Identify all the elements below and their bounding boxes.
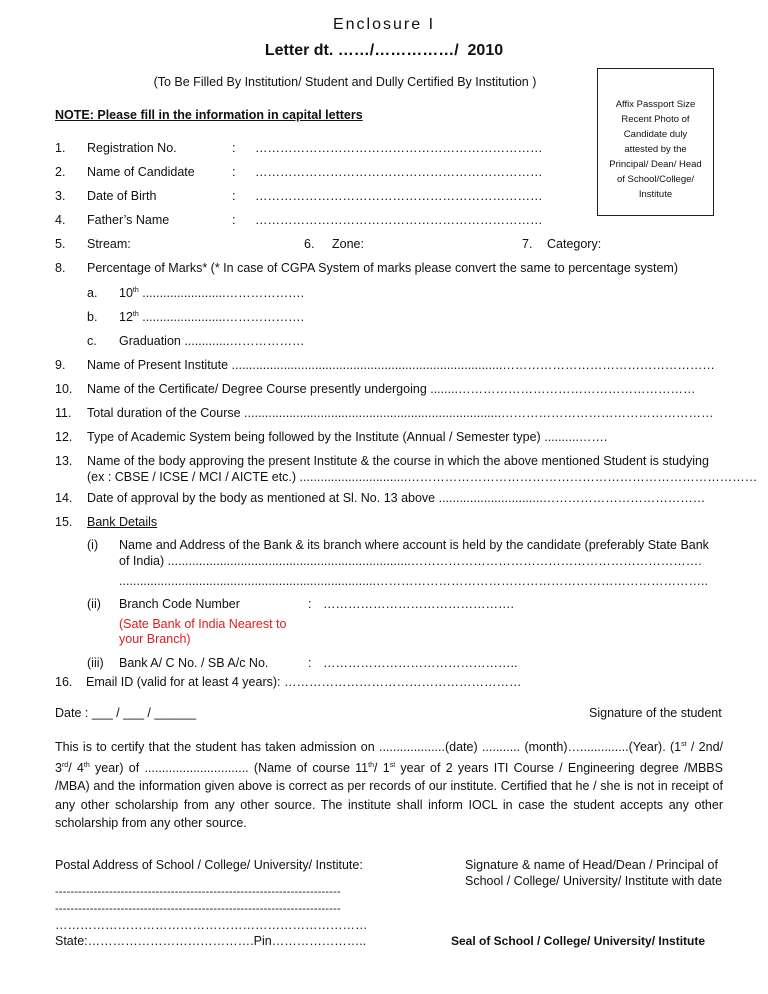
- field-3-number: 3.: [55, 189, 66, 203]
- academic-system-field[interactable]: ..........…….: [540, 430, 608, 444]
- field-15ii-number: (ii): [87, 597, 101, 611]
- bank-address-label: Name and Address of the Bank & its branch where account is held by the candidate (preferably State Bank: [119, 538, 709, 552]
- percentage-marks-label: Percentage of Marks* (* In case of CGPA System of marks please convert the same to percentage system): [87, 261, 678, 275]
- category-label: Category:: [547, 237, 602, 251]
- field-1-colon: :: [232, 141, 236, 155]
- academic-system-label: Type of Academic System being followed by the Institute (Annual / Semester type): [87, 430, 541, 444]
- enclosure-title: Enclosure I: [332, 16, 436, 33]
- photo-line: Principal/ Dean/ Head: [609, 159, 702, 170]
- email-field[interactable]: …………………………………………………: [280, 675, 522, 689]
- candidate-name-field[interactable]: ……………………………………………………………: [255, 165, 543, 179]
- date-of-birth-field[interactable]: ……………………………………………………………: [255, 189, 543, 203]
- approving-body-label: Name of the body approving the present Institute & the course in which the above mentioned Student is studying: [87, 454, 709, 468]
- academic-system-row: [87, 430, 607, 444]
- account-no-field[interactable]: ………………………………………..: [323, 656, 518, 670]
- field-13-number: 13.: [55, 454, 73, 468]
- zone-label: Zone:: [332, 237, 364, 251]
- present-institute-label: Name of Present Institute: [87, 358, 229, 372]
- tenth-sup: th: [132, 286, 139, 294]
- course-duration-field[interactable]: ..........................................................................……………………………………………: [240, 406, 714, 420]
- state-pin-line[interactable]: State:………………………………….Pin…………………..: [55, 934, 367, 948]
- field-6-number: 6.: [304, 237, 315, 251]
- passport-photo-box: [597, 68, 714, 216]
- field-8c-number: c.: [87, 334, 97, 348]
- approving-body-field[interactable]: ...............................…………………………………………………………………………: [296, 470, 758, 484]
- field-5-number: 5.: [55, 237, 66, 251]
- stream-label: Stream:: [87, 237, 131, 251]
- postal-address-line1[interactable]: --------------------------------------------------------------------------: [55, 886, 341, 898]
- cert-sup: st: [389, 761, 396, 769]
- cert-sup: rd: [61, 761, 69, 769]
- cert-text: year of 2 years ITI Course / Engineering degree /MBBS /MBA) and the information given above is correct as per records of our institute. Certified that he / she is not in receipt of any other scholarship from any other source. The institute shall inform IOCL in case the student accepts any other scholarship from any other source.: [55, 760, 723, 831]
- branch-code-field[interactable]: ……………………………………….: [323, 597, 514, 611]
- present-institute-row: [87, 358, 715, 372]
- field-11-number: 11.: [55, 406, 72, 420]
- twelfth-marks-row: [119, 310, 304, 324]
- approval-date-row: [87, 491, 705, 505]
- email-label: Email ID (valid for at least 4 years):: [86, 675, 281, 689]
- account-no-colon: :: [308, 656, 312, 670]
- cert-text: / 2nd/ 3: [55, 740, 723, 775]
- cert-text: / 1: [373, 760, 390, 775]
- postal-address-line2[interactable]: --------------------------------------------------------------------------: [55, 903, 341, 915]
- cert-text: / 4: [68, 760, 84, 775]
- bank-address-row: [119, 554, 702, 568]
- field-3-colon: :: [232, 189, 236, 203]
- seal-label: Seal of School / College/ University/ Institute: [451, 934, 706, 948]
- note-heading: NOTE: Please fill in the information in capital letters: [55, 108, 363, 122]
- certification-paragraph: [55, 736, 723, 833]
- field-14-number: 14.: [55, 491, 73, 505]
- field-1-label: Registration No.: [87, 141, 177, 155]
- field-7-number: 7.: [522, 237, 533, 251]
- branch-code-colon: :: [308, 597, 312, 611]
- head-signature-label-2: School / College/ University/ Institute with date: [465, 874, 723, 888]
- subtitle: (To Be Filled By Institution/ Student and Dully Certified By Institution ): [153, 75, 537, 89]
- approving-body-example: (ex : CBSE / ICSE / MCI / AICTE etc.): [87, 470, 297, 484]
- bank-address-label-cont: of India): [119, 554, 165, 568]
- branch-note-line1: (Sate Bank of India Nearest to: [119, 617, 287, 631]
- branch-code-label: Branch Code Number: [119, 597, 240, 611]
- course-name-field[interactable]: ........…………………………………………………: [426, 382, 696, 396]
- postal-address-label: Postal Address of School / College/ University/ Institute:: [55, 858, 363, 872]
- postal-address-line3[interactable]: …………………………………………………………………: [55, 918, 368, 932]
- course-name-label: Name of the Certificate/ Degree Course presently undergoing: [87, 382, 427, 396]
- photo-line: Affix Passport Size: [615, 99, 696, 110]
- photo-line: Candidate duly: [623, 129, 688, 140]
- twelfth-label: 12: [119, 310, 133, 324]
- photo-line: attested by the: [624, 144, 687, 155]
- tenth-label: 10: [119, 286, 133, 300]
- field-12-number: 12.: [55, 430, 73, 444]
- bank-address-field-line2[interactable]: ..........................................................................……………………………………………………………………..: [119, 574, 708, 588]
- registration-no-field[interactable]: ……………………………………………………………: [255, 141, 543, 155]
- field-3-label: Date of Birth: [87, 189, 157, 203]
- field-2-number: 2.: [55, 165, 66, 179]
- email-row: [86, 675, 522, 689]
- field-4-label: Father’s Name: [87, 213, 170, 227]
- photo-line: Recent Photo of: [621, 114, 690, 125]
- field-8-number: 8.: [55, 261, 66, 275]
- field-15iii-number: (iii): [87, 656, 104, 670]
- graduation-row: [119, 334, 304, 348]
- field-2-colon: :: [232, 165, 236, 179]
- field-10-number: 10.: [55, 382, 73, 396]
- field-16-number: 16.: [55, 675, 73, 689]
- letter-year: 2010: [467, 42, 504, 59]
- field-15-number: 15.: [55, 515, 73, 529]
- course-name-row: [87, 382, 696, 396]
- approval-date-field[interactable]: ..............................…………………………………: [435, 491, 706, 505]
- cert-sup: st: [681, 741, 687, 748]
- field-8b-number: b.: [87, 310, 98, 324]
- student-signature-label: Signature of the student: [589, 706, 722, 720]
- cert-sup: th: [83, 761, 90, 769]
- letter-prefix: Letter dt. ……/……………/: [264, 42, 459, 59]
- fathers-name-field[interactable]: ……………………………………………………………: [255, 213, 543, 227]
- field-1-number: 1.: [55, 141, 66, 155]
- cert-text: This is to certify that the student has taken admission on ...................(date) ........... (month)…..............(Year). (1: [55, 740, 682, 755]
- field-4-number: 4.: [55, 213, 66, 227]
- graduation-label: Graduation: [119, 334, 181, 348]
- tenth-marks-field[interactable]: ........................……………….: [138, 286, 305, 300]
- course-duration-row: [87, 406, 714, 420]
- account-no-label: Bank A/ C No. / SB A/c No.: [119, 656, 269, 670]
- field-4-colon: :: [232, 213, 236, 227]
- field-2-label: Name of Candidate: [87, 165, 195, 179]
- course-duration-label: Total duration of the Course: [87, 406, 241, 420]
- date-line[interactable]: Date : ___ / ___ / ______: [55, 706, 197, 720]
- tenth-marks-row: [119, 286, 304, 300]
- photo-line: Institute: [638, 189, 673, 200]
- twelfth-sup: th: [132, 310, 139, 318]
- head-signature-label-1: Signature & name of Head/Dean / Principal of: [465, 858, 718, 872]
- graduation-marks-field[interactable]: .............………………: [180, 334, 305, 348]
- photo-line: of School/College/: [616, 174, 695, 185]
- present-institute-field[interactable]: ..............................................................................……………………………………………: [228, 358, 715, 372]
- bank-details-heading: Bank Details: [87, 515, 158, 529]
- approving-body-row: [87, 470, 757, 484]
- branch-note-line2: your Branch): [119, 632, 191, 646]
- cert-sup: th: [368, 761, 374, 769]
- cert-text: year) of .............................. (Name of course 11: [89, 760, 369, 775]
- approval-date-label: Date of approval by the body as mentioned at Sl. No. 13 above: [87, 491, 436, 505]
- bank-address-field[interactable]: ......................................................................…………………………………………………………….: [164, 554, 702, 568]
- twelfth-marks-field[interactable]: ........................……………….: [138, 310, 305, 324]
- letter-date-line: [0, 42, 768, 60]
- field-15i-number: (i): [87, 538, 99, 552]
- field-8a-number: a.: [87, 286, 98, 300]
- field-9-number: 9.: [55, 358, 66, 372]
